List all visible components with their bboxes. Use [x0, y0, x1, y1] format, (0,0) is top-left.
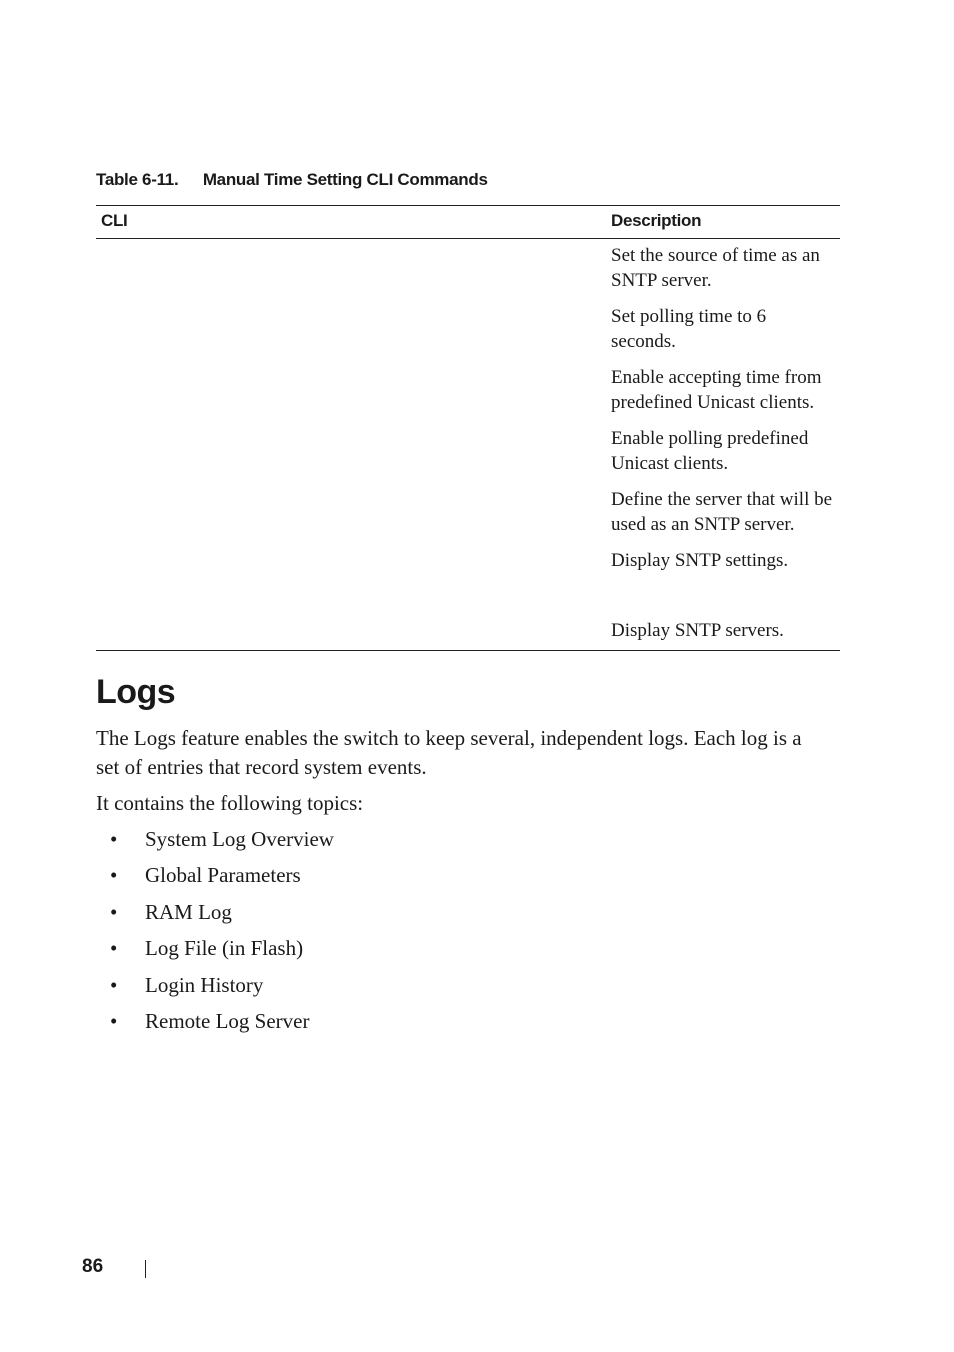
list-item [96, 934, 830, 963]
cli-cell [96, 426, 606, 487]
topic-label: Global Parameters [145, 863, 301, 888]
topics-intro: It contains the following topics: [96, 791, 364, 815]
bullet-icon: • [110, 899, 118, 924]
list-item [96, 861, 830, 890]
table-row [96, 584, 840, 651]
topic-label: RAM Log [145, 899, 232, 924]
section-title: Logs [96, 673, 176, 711]
list-item [96, 1007, 830, 1036]
table-row [96, 426, 840, 487]
cli-cell [96, 239, 606, 305]
table-row [96, 304, 840, 365]
table-row [96, 487, 840, 548]
bullet-icon: • [110, 972, 118, 997]
table-caption-number: Table 6-11. [96, 170, 179, 189]
footer-separator [145, 1260, 146, 1278]
list-item [96, 898, 830, 927]
list-item [96, 825, 830, 854]
cli-cell [96, 365, 606, 426]
bullet-icon: • [110, 936, 118, 961]
description-cell: Enable polling predefined Unicast clients. [611, 428, 809, 474]
topic-label: Remote Log Server [145, 1008, 310, 1033]
topic-label: System Log Overview [145, 827, 334, 851]
table-row [96, 548, 840, 584]
table-caption [96, 170, 830, 190]
topic-label: Log File (in Flash) [145, 936, 304, 961]
cli-commands-table [96, 205, 840, 651]
topics-list [96, 825, 830, 1036]
bullet-icon: • [110, 827, 118, 851]
description-cell: Display SNTP servers. [606, 584, 840, 651]
description-cell: Set polling time to 6 seconds. [611, 306, 767, 352]
table-header-row [96, 206, 840, 239]
description-cell: Define the server that will be used as an SNTP server. [611, 489, 833, 535]
description-cell: Enable accepting time from predefined Unicast clients. [611, 367, 822, 413]
topic-label: Login History [145, 972, 264, 997]
column-header-description: Description [606, 206, 840, 239]
cli-cell [96, 584, 606, 651]
cli-cell [96, 304, 606, 365]
column-header-cli: CLI [96, 206, 606, 239]
page-number: 86 [82, 1256, 104, 1277]
cli-cell [96, 548, 606, 584]
description-cell: Display SNTP settings. [611, 550, 789, 571]
description-cell: Set the source of time as an SNTP server. [611, 245, 820, 291]
page-content [96, 170, 833, 1043]
section-intro: The Logs feature enables the switch to keep several, independent logs. Each log is a set of entries that record system events. [96, 726, 802, 779]
bullet-icon: • [110, 863, 118, 888]
table-row [96, 239, 840, 305]
cli-cell [96, 487, 606, 548]
bullet-icon: • [110, 1008, 118, 1033]
table-row [96, 365, 840, 426]
table-caption-title: Manual Time Setting CLI Commands [202, 170, 488, 189]
list-item [96, 971, 830, 1000]
